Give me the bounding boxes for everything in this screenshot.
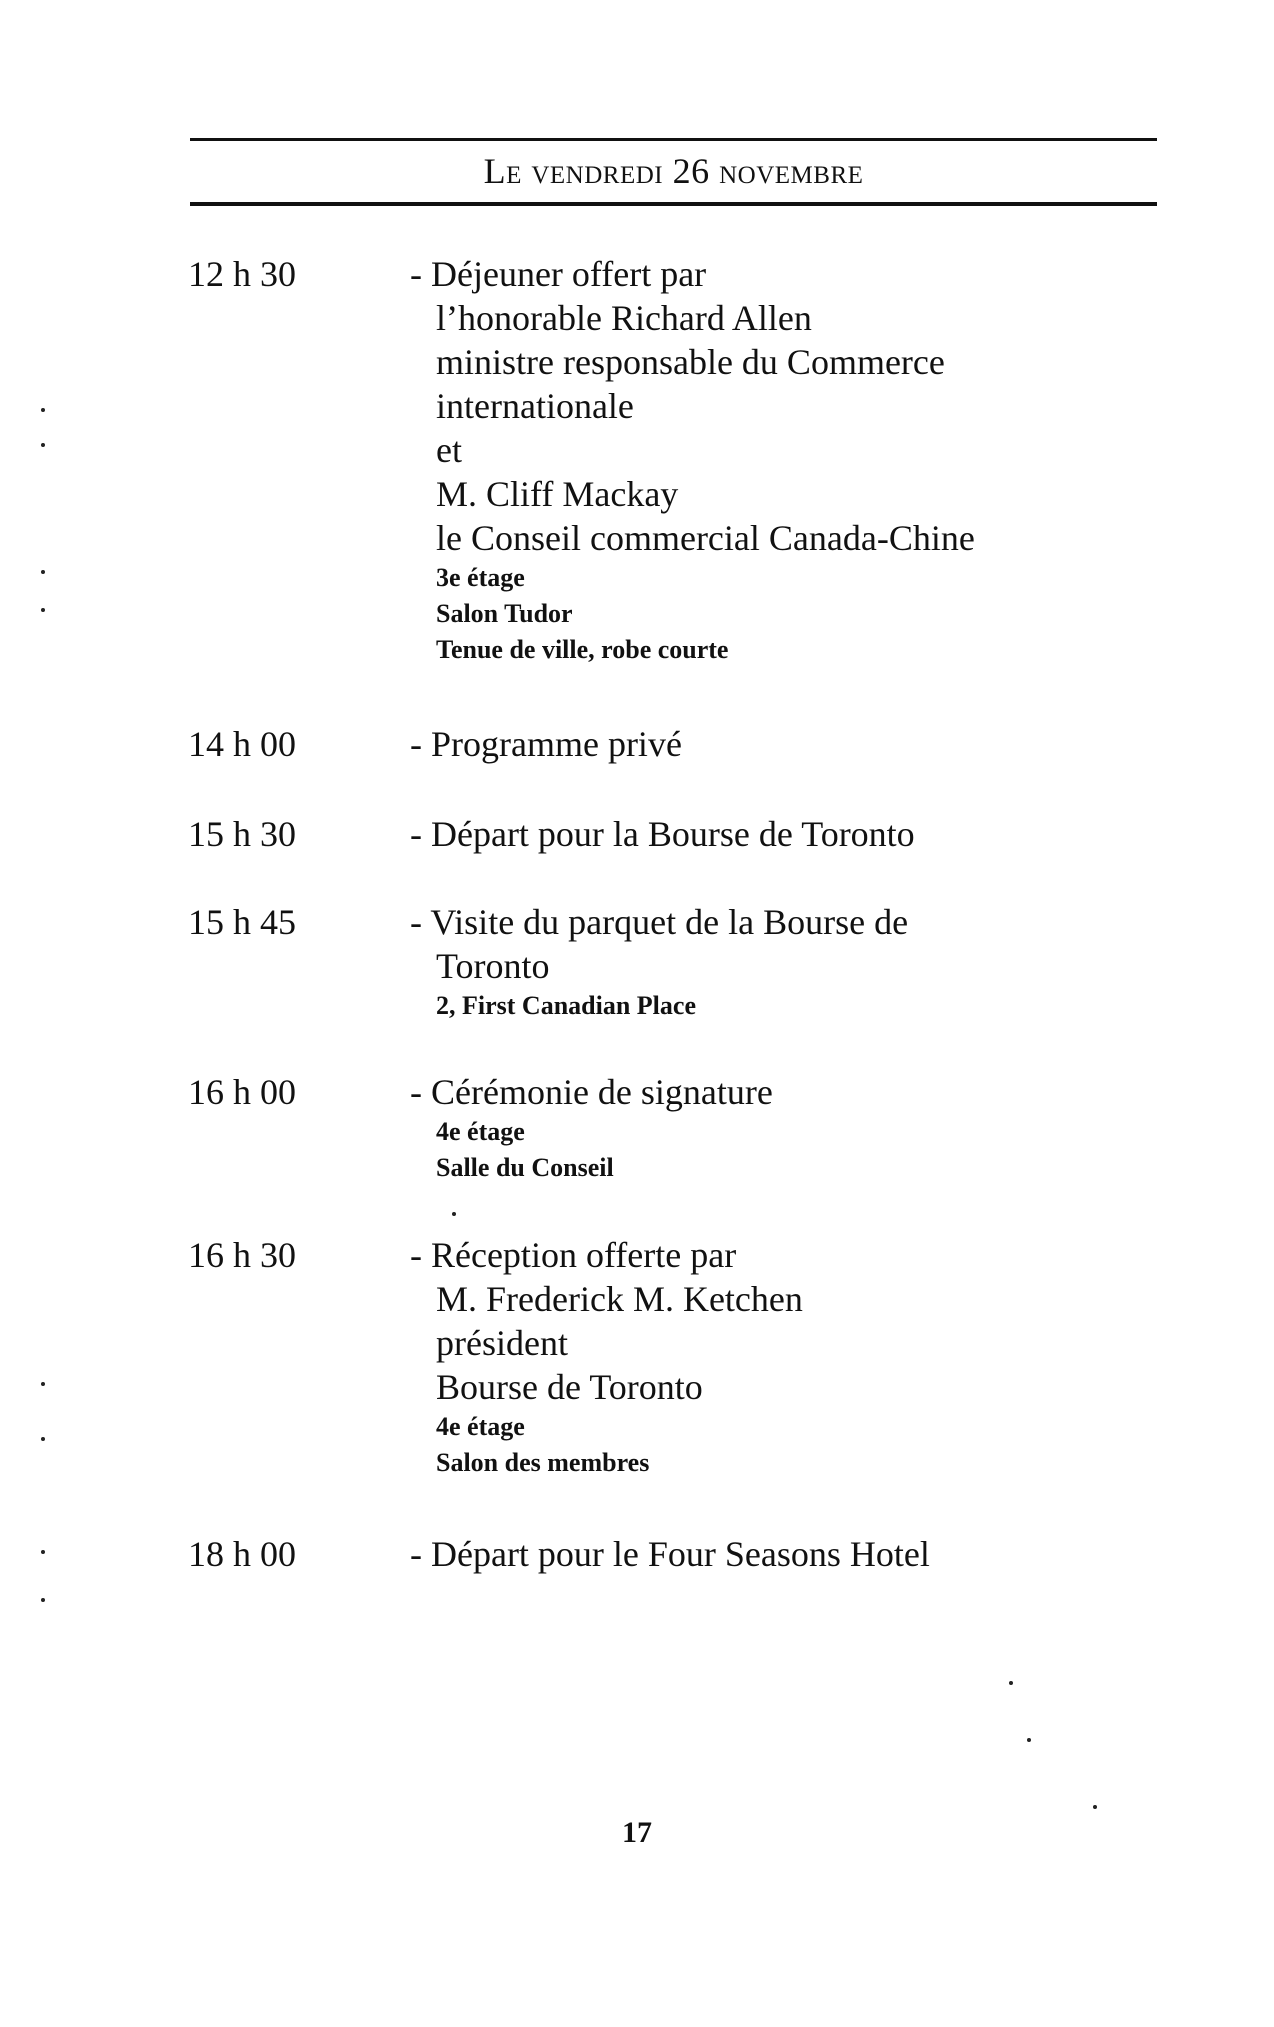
entry-line: - Réception offerte par: [410, 1235, 737, 1275]
entry-detail: Salle du Conseil: [436, 1153, 614, 1182]
day-header: [190, 138, 1157, 206]
entry-detail: 2, First Canadian Place: [436, 991, 696, 1020]
entry-line: - Déjeuner offert par: [410, 254, 707, 294]
entry-time: 18 h 00: [188, 1534, 296, 1574]
entry-body: [410, 900, 1130, 1024]
entry-line: M. Frederick M. Ketchen: [436, 1279, 803, 1319]
entry-line: - Visite du parquet de la Bourse de: [410, 902, 909, 942]
entry-line: Bourse de Toronto: [436, 1367, 703, 1407]
scan-speck: [41, 1437, 45, 1441]
entry-body: [410, 722, 1130, 766]
entry-body: [410, 1233, 1130, 1481]
entry-time: 14 h 00: [188, 724, 296, 764]
entry-line: et: [436, 430, 462, 470]
entry-line: M. Cliff Mackay: [436, 474, 679, 514]
entry-line: Toronto: [436, 946, 550, 986]
scan-speck: [41, 443, 45, 447]
entry-time: 12 h 30: [188, 254, 296, 294]
entry-line: - Départ pour le Four Seasons Hotel: [410, 1534, 930, 1574]
entry-time: 15 h 30: [188, 814, 296, 854]
entry-line: internationale: [436, 386, 634, 426]
entry-time: 16 h 30: [188, 1235, 296, 1275]
entry-body: [410, 1070, 1130, 1186]
entry-line: le Conseil commercial Canada-Chine: [436, 518, 975, 558]
scan-speck: [41, 1382, 45, 1386]
entry-line: - Programme privé: [410, 724, 682, 764]
day-title: Le vendredi 26 novembre: [483, 151, 864, 191]
entry-line: ministre responsable du Commerce: [436, 342, 945, 382]
entry-detail: Salon des membres: [436, 1448, 650, 1477]
entry-time: 16 h 00: [188, 1072, 296, 1112]
scan-speck: [1027, 1738, 1031, 1742]
scan-speck: [41, 408, 45, 412]
entry-detail: 4e étage: [436, 1412, 525, 1441]
entry-time: 15 h 45: [188, 902, 296, 942]
entry-detail: 3e étage: [436, 563, 525, 592]
scan-speck: [1009, 1681, 1013, 1685]
entry-body: [410, 812, 1130, 856]
scan-speck: [1093, 1805, 1097, 1809]
scan-speck: [41, 570, 45, 574]
entry-detail: Salon Tudor: [436, 599, 573, 628]
entry-detail: Tenue de ville, robe courte: [436, 635, 729, 664]
entry-line: - Cérémonie de signature: [410, 1072, 773, 1112]
entry-line: l’honorable Richard Allen: [436, 298, 812, 338]
entry-line: président: [436, 1323, 568, 1363]
entry-line: - Départ pour la Bourse de Toronto: [410, 814, 915, 854]
scan-speck: [452, 1212, 456, 1216]
entry-body: [410, 252, 1130, 668]
entry-detail: 4e étage: [436, 1117, 525, 1146]
page-number: 17: [622, 1816, 652, 1849]
scan-speck: [41, 608, 45, 612]
entry-body: [410, 1532, 1130, 1576]
scan-speck: [41, 1550, 45, 1554]
scan-speck: [41, 1598, 45, 1602]
